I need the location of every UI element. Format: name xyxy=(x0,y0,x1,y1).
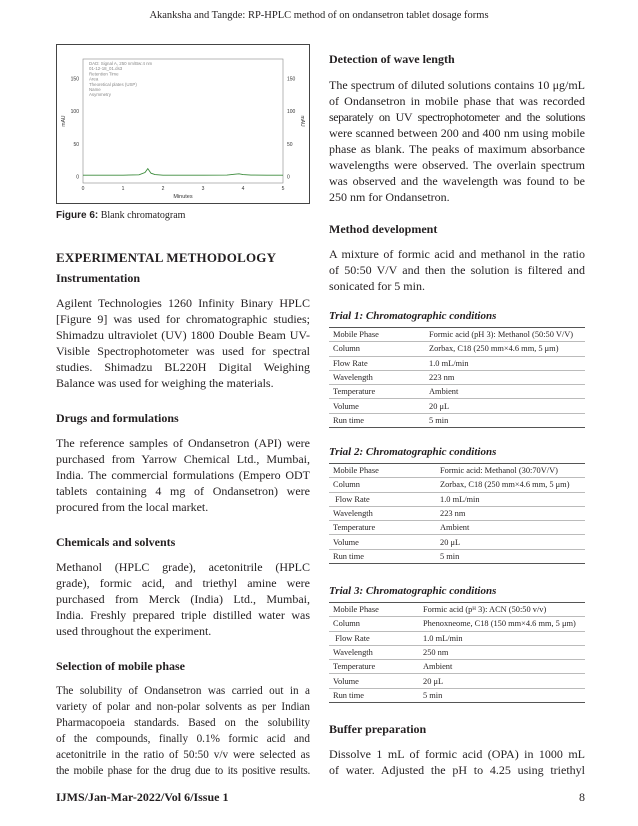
blank-chromatogram-figure xyxy=(56,44,310,204)
table-cell: Flow Rate xyxy=(333,358,368,368)
table-cell: Temperature xyxy=(333,387,376,397)
para-line: India. The commercial formulations (Empero ODT xyxy=(56,468,310,482)
figure-caption-text: Blank chromatogram xyxy=(98,210,186,221)
x-tick-label: 2 xyxy=(161,186,165,192)
table-row xyxy=(329,674,585,688)
figure-caption xyxy=(56,210,310,221)
para-line: Agilent Technologies 1260 Infinity Binary HPLC xyxy=(56,296,310,310)
table-row xyxy=(329,688,585,702)
detection-paragraph xyxy=(329,77,585,205)
table-cell: 250 nm xyxy=(423,648,449,658)
table-cell: Column xyxy=(333,619,360,629)
table-cell: Run time xyxy=(329,549,436,563)
para-line: of the compounds, finally 0.1% formic acid and xyxy=(56,733,310,745)
table-row xyxy=(329,413,585,427)
para-line: Shimadzu ultraviolet (UV) 1800 Double Beam UV- xyxy=(56,328,310,342)
para-line: variety of polar and non-polar solvents as per Indian xyxy=(56,701,310,713)
para-line: acetonitrile in the ratio of 50:50 v/v were selected as xyxy=(56,749,310,761)
para-line: sonicated for 5 min. xyxy=(329,279,425,293)
table-cell: Volume xyxy=(333,676,359,686)
table-row xyxy=(329,342,585,356)
x-axis-label: Minutes xyxy=(173,194,193,200)
para-line: purchased from Merck (India) Ltd., Mumbai, xyxy=(56,592,310,606)
para-line: of water. Adjusted the pH to 4.25 using triethyl xyxy=(329,763,585,777)
legend-entry: Theoretical plates (USP) xyxy=(89,81,137,87)
table-cell: Ambient xyxy=(429,387,459,397)
table-cell: 1.0 mL/min xyxy=(440,494,480,504)
footer-journal: IJMS/Jan-Mar-2022/Vol 6/Issue 1 xyxy=(56,790,229,804)
para-line: procured from the local market. xyxy=(56,500,209,514)
instrumentation-paragraph xyxy=(56,295,310,391)
table-cell: Mobile Phase xyxy=(329,464,436,478)
table-row xyxy=(329,356,585,370)
table-cell: Temperature xyxy=(333,523,376,533)
table-cell: 5 min xyxy=(425,413,585,427)
x-tick-label: 4 xyxy=(241,186,245,192)
para-line: of 50:50 V/V and then the solution is filtered and xyxy=(329,263,585,277)
table-cell: Column xyxy=(333,344,360,354)
table-cell: Formic acid (pH 3): Methanol (50:50 V/V) xyxy=(425,328,585,342)
para-line: The solubility of Ondansetron was carried out in a xyxy=(56,685,310,697)
table-row xyxy=(329,660,585,674)
table-row xyxy=(329,549,585,563)
table-cell: 1.0 mL/min xyxy=(429,358,469,368)
table-cell: 5 min xyxy=(419,688,585,702)
trial-2-block xyxy=(329,446,585,564)
para-line: separately on UV spectrophotometer and the solutions xyxy=(329,110,585,124)
table-cell: 20 μL xyxy=(440,537,461,547)
para-line: tablets containing 4 mg of Ondansetron) were xyxy=(56,484,310,498)
table-row xyxy=(329,521,585,535)
para-line: the mobile phase for the drug due to its positive results. xyxy=(56,765,310,777)
para-line: 250 nm for Ondansetron. xyxy=(329,190,450,204)
experimental-methodology-heading: EXPERIMENTAL METHODOLOGY xyxy=(56,250,277,265)
instrumentation-heading: Instrumentation xyxy=(56,271,141,285)
para-line: Visible Spectrophotometer was used for spectral xyxy=(56,344,310,358)
table-row xyxy=(329,464,585,478)
para-line: Methanol (HPLC grade), acetonitrile (HPLC xyxy=(56,560,310,574)
para-line: phase as blank. The peaks of maximum absorbance xyxy=(329,142,585,156)
para-line: studies. Shimadzu BL220H Digital Weighing xyxy=(56,360,310,374)
y-tick-label-left: 150 xyxy=(70,76,79,83)
table-cell: Volume xyxy=(333,401,359,411)
table-row xyxy=(329,385,585,399)
table-row xyxy=(329,506,585,520)
method-development-paragraph xyxy=(329,246,585,294)
trial-1-title: Trial 1: Chromatographic conditions xyxy=(329,310,497,322)
para-line: Pharmacopoeia standards. Based on the solubility xyxy=(56,717,310,729)
table-row xyxy=(329,399,585,413)
table-row xyxy=(329,370,585,384)
mobile-phase-paragraph xyxy=(56,683,310,779)
drugs-paragraph xyxy=(56,435,310,515)
table-cell: 1.0 mL/min xyxy=(423,633,463,643)
legend-entry: Name xyxy=(89,87,101,92)
table-cell: Ambient xyxy=(423,662,453,672)
para-line: of Ondansetron in mobile phase that was recorded xyxy=(329,94,585,108)
x-tick-label: 3 xyxy=(201,186,205,192)
para-line: [Figure 9] was used for chromatographic studies; xyxy=(56,312,310,326)
y-tick-label-left: 0 xyxy=(76,174,79,181)
x-tick-label: 5 xyxy=(281,186,285,192)
table-cell: Wavelength xyxy=(333,373,373,383)
para-line: was observed and the wavelength was found to be xyxy=(329,174,585,188)
mobile-phase-heading: Selection of mobile phase xyxy=(56,659,185,673)
table-cell: Formic acid (pᴴ 3): ACN (50:50 v/v) xyxy=(419,603,585,617)
y-tick-label-left: 100 xyxy=(70,109,79,116)
table-row xyxy=(329,478,585,492)
method-development-heading: Method development xyxy=(329,222,438,236)
table-cell: Zorbax, C18 (250 mm×4.6 mm, 5 μm) xyxy=(440,480,570,490)
y-tick-label-left: 50 xyxy=(73,141,79,148)
trial-2-title: Trial 2: Chromatographic conditions xyxy=(329,446,497,458)
para-line: The spectrum of diluted solutions contains 10 μg/mL xyxy=(329,78,585,92)
page-number: 8 xyxy=(579,790,585,804)
para-line: grade), formic acid, and triethyl amine were xyxy=(56,576,310,590)
table-cell: Zorbax, C18 (250 mm×4.6 mm, 5 μm) xyxy=(429,344,559,354)
y-tick-label-right: 150 xyxy=(287,76,296,83)
table-cell: Flow Rate xyxy=(333,494,370,504)
table-cell: 5 min xyxy=(436,549,585,563)
para-line: India. Freshly prepared triple distilled water was xyxy=(56,608,310,622)
table-row xyxy=(329,603,585,617)
table-cell: Wavelength xyxy=(333,509,373,519)
table-row xyxy=(329,492,585,506)
legend-entry: Area xyxy=(89,76,99,82)
para-line: used throughout the experiment. xyxy=(56,624,212,638)
trial-1-block xyxy=(329,310,585,428)
table-cell: Ambient xyxy=(440,523,470,533)
table-row xyxy=(329,535,585,549)
para-line: The reference samples of Ondansetron (API) were xyxy=(56,436,310,450)
chromatogram-trace xyxy=(83,169,283,176)
drugs-formulations-heading: Drugs and formulations xyxy=(56,411,179,425)
table-cell: Formic acid: Methanol (30:70V/V) xyxy=(436,464,585,478)
legend-entry: 01-12-18_01.ds3 xyxy=(89,66,123,72)
table-cell: Temperature xyxy=(333,662,376,672)
chromatogram-plot xyxy=(57,45,309,203)
legend-entry: DAD: Signal A, 250 nm/Bw:4 nm xyxy=(89,61,153,66)
trial-3-table xyxy=(329,602,585,703)
trial-3-title: Trial 3: Chromatographic conditions xyxy=(329,585,497,597)
table-cell: 223 nm xyxy=(429,373,455,383)
table-cell: Mobile Phase xyxy=(329,328,425,342)
table-row xyxy=(329,645,585,659)
table-cell: Column xyxy=(333,480,360,490)
table-cell: 20 μL xyxy=(429,401,450,411)
legend-entry: Asymmetry xyxy=(89,92,111,98)
para-line: purchased from Yarrow Chemical Ltd., Mumbai, xyxy=(56,452,310,466)
table-row xyxy=(329,328,585,342)
buffer-preparation-heading: Buffer preparation xyxy=(329,722,427,736)
plot-frame xyxy=(83,59,283,183)
para-line: A mixture of formic acid and methanol in the ratio xyxy=(329,247,585,261)
table-cell: 20 μL xyxy=(423,676,444,686)
para-line: wavelengths were observed. The overlain spectrum xyxy=(329,158,585,172)
detection-wavelength-heading: Detection of wave length xyxy=(329,52,455,66)
trial-1-table xyxy=(329,327,585,428)
table-cell: 223 nm xyxy=(440,509,466,519)
para-line: were scanned between 200 and 400 nm using mobile xyxy=(329,126,585,140)
table-row xyxy=(329,617,585,631)
figure-caption-label: Figure 6: xyxy=(56,210,99,221)
para-line: Balance was used for weighing the materials. xyxy=(56,376,274,390)
chemicals-paragraph xyxy=(56,559,310,639)
table-cell: Run time xyxy=(329,413,425,427)
table-cell: Run time xyxy=(329,688,419,702)
trial-2-table xyxy=(329,463,585,564)
para-line: Dissolve 1 mL of formic acid (OPA) in 1000 mL xyxy=(329,747,585,761)
table-cell: Phenoxneome, C18 (150 mm×4.6 mm, 5 μm) xyxy=(423,619,576,629)
y-tick-label-right: 0 xyxy=(287,174,290,181)
table-cell: Wavelength xyxy=(333,648,373,658)
chemicals-solvents-heading: Chemicals and solvents xyxy=(56,535,176,549)
running-header: Akanksha and Tangde: RP-HPLC method of on ondansetron tablet dosage forms xyxy=(149,10,489,21)
table-cell: Mobile Phase xyxy=(329,603,419,617)
buffer-paragraph xyxy=(329,746,585,778)
y-tick-label-right: 50 xyxy=(287,141,293,148)
y-axis-label-right: mAU xyxy=(299,115,305,127)
table-cell: Flow Rate xyxy=(333,633,370,643)
table-cell: Volume xyxy=(333,537,359,547)
y-axis-label-left: mAU xyxy=(61,115,67,127)
y-tick-label-right: 100 xyxy=(287,109,296,116)
x-tick-label: 1 xyxy=(121,186,125,192)
trial-3-block xyxy=(329,585,585,703)
left-column xyxy=(56,44,310,777)
table-row xyxy=(329,631,585,645)
x-tick-label: 0 xyxy=(81,186,85,192)
legend-entry: Retention Time xyxy=(89,71,119,77)
